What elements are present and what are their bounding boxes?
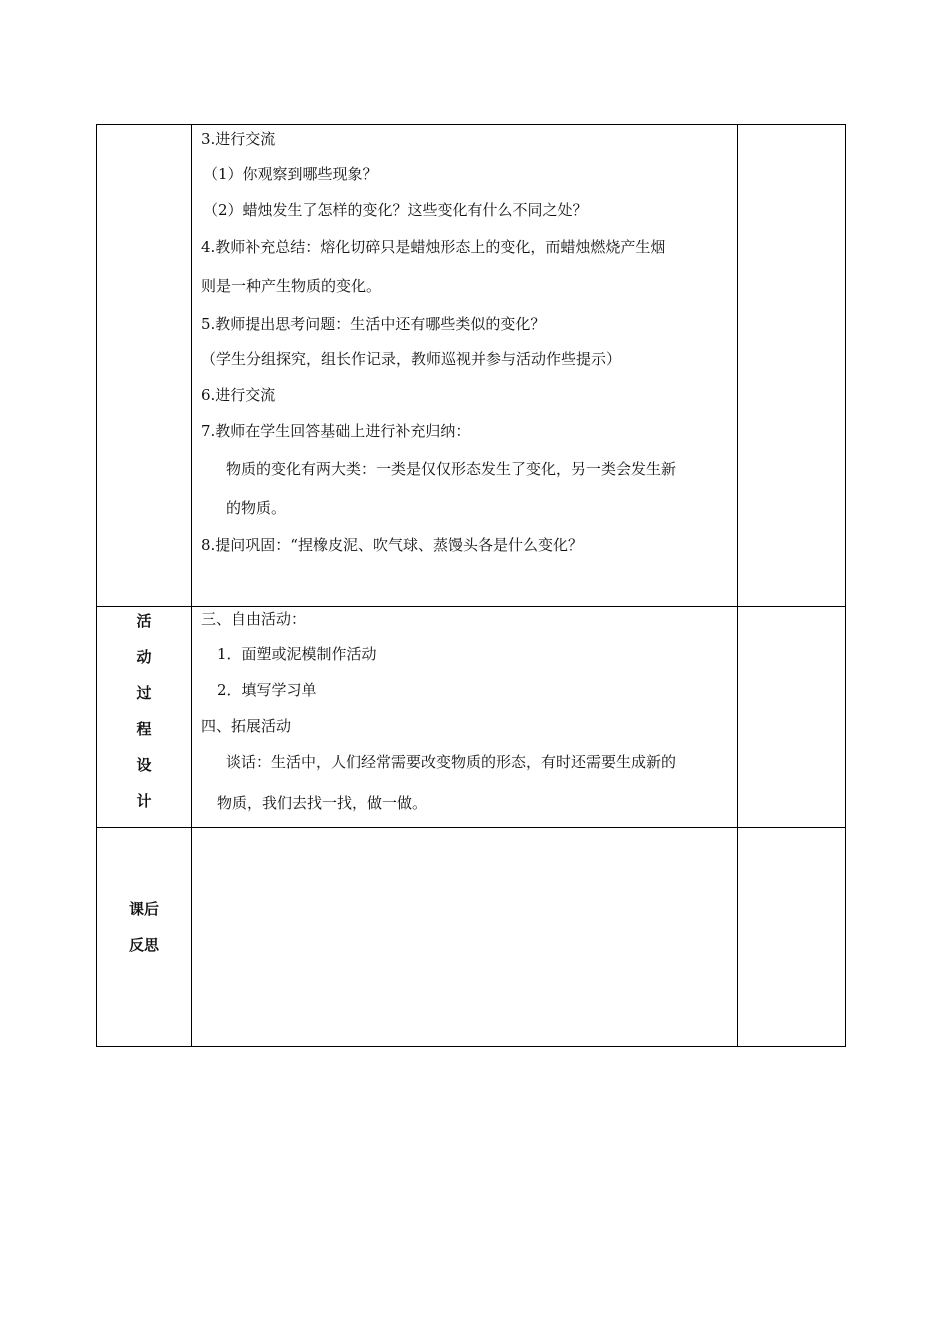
text-line: 四、拓展活动 — [201, 717, 292, 735]
row-divider-2 — [97, 827, 845, 828]
text-line: 7.教师在学生回答基础上进行补充归纳： — [201, 422, 471, 440]
column-divider-right — [737, 125, 738, 1046]
label-char: 计 — [136, 792, 152, 810]
label-char: 动 — [136, 648, 152, 666]
text-line: （2）蜡烛发生了怎样的变化？这些变化有什么不同之处？ — [203, 201, 588, 219]
label-char: 过 — [136, 684, 152, 702]
label-char: 活 — [136, 612, 152, 630]
label-line: 课后 — [128, 900, 159, 918]
text-line: （学生分组探究，组长作记录，教师巡视并参与活动作些提示） — [201, 350, 622, 368]
text-line: 则是一种产生物质的变化。 — [201, 277, 382, 295]
text-line: 2．填写学习单 — [217, 681, 317, 699]
text-line: 三、自由活动： — [201, 610, 307, 628]
text-line: 物质的变化有两大类：一类是仅仅形态发生了变化，另一类会发生新 — [226, 460, 677, 478]
text-line: 1．面塑或泥模制作活动 — [217, 645, 377, 663]
lesson-table — [96, 124, 846, 1047]
text-line: 3.进行交流 — [201, 130, 276, 148]
row-divider-1 — [97, 606, 845, 607]
text-line: 4.教师补充总结：熔化切碎只是蜡烛形态上的变化，而蜡烛燃烧产生烟 — [201, 238, 666, 256]
text-line: 6.进行交流 — [201, 386, 276, 404]
text-line: 物质，我们去找一找，做一做。 — [217, 794, 428, 812]
column-divider-left — [191, 125, 192, 1046]
label-char: 程 — [136, 720, 152, 738]
text-line: （1）你观察到哪些现象？ — [203, 165, 378, 183]
label-char: 设 — [136, 756, 152, 774]
text-line: 的物质。 — [226, 499, 287, 517]
text-line: 8.提问巩固：“捏橡皮泥、吹气球、蒸馒头各是什么变化？ — [201, 536, 583, 554]
text-line: 谈话：生活中，人们经常需要改变物质的形态，有时还需要生成新的 — [226, 753, 677, 771]
label-line: 反思 — [128, 936, 159, 954]
text-line: 5.教师提出思考问题：生活中还有哪些类似的变化？ — [201, 315, 546, 333]
